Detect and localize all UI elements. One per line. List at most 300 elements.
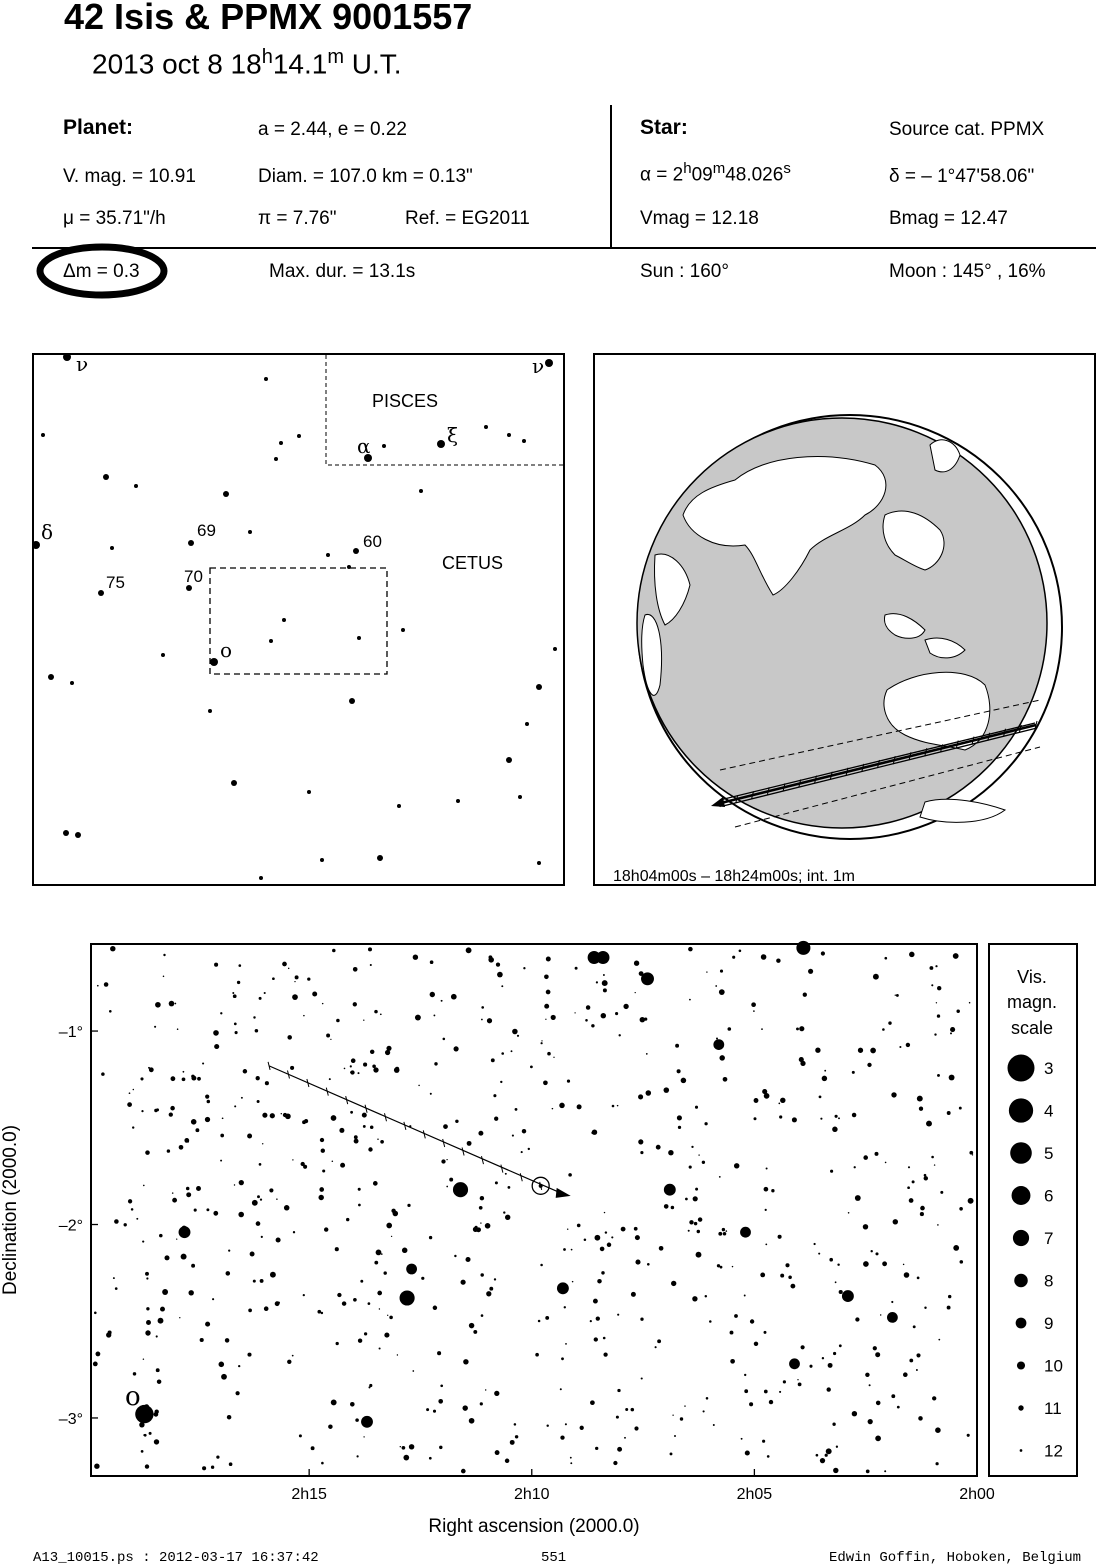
field-star (234, 1023, 237, 1026)
field-star (449, 1178, 453, 1182)
field-star (612, 1105, 615, 1108)
field-star (517, 1035, 519, 1037)
field-star (363, 1125, 366, 1128)
field-star (896, 994, 899, 997)
field-star (631, 1292, 636, 1297)
field-star (617, 1105, 619, 1107)
field-star (384, 1333, 389, 1338)
alpha-h: h (683, 160, 692, 177)
field-star (402, 1248, 408, 1254)
field-star (790, 1284, 795, 1289)
field-star (835, 1281, 837, 1283)
field-star (113, 1277, 115, 1279)
field-star (670, 1452, 673, 1455)
field-star (917, 1277, 920, 1280)
field-star (611, 1236, 613, 1238)
field-star (373, 1067, 378, 1072)
field-star (959, 1207, 963, 1211)
field-star (696, 1252, 702, 1258)
field-star (248, 1309, 252, 1313)
field-star (479, 1206, 483, 1210)
footer-file: A13_10015.ps : 2012-03-17 16:37:42 (33, 1550, 319, 1566)
field-star (255, 1029, 259, 1033)
field-star (909, 952, 915, 958)
star-heading: Star: (640, 116, 688, 139)
field-star (182, 1077, 186, 1081)
field-star (672, 1415, 673, 1416)
field-star (238, 1212, 244, 1218)
field-star (485, 1389, 486, 1390)
bright-star (713, 1039, 724, 1050)
field-star (418, 1085, 420, 1087)
field-star (916, 1369, 918, 1371)
field-star (575, 967, 578, 970)
field-star (370, 1050, 374, 1054)
field-star (319, 1187, 324, 1192)
field-star (689, 999, 691, 1001)
field-star (260, 1198, 262, 1200)
field-star (252, 1200, 258, 1206)
field-star (157, 1379, 162, 1384)
field-star (381, 1253, 383, 1255)
field-star (920, 1212, 924, 1216)
field-star (295, 975, 299, 979)
field-star (485, 1223, 491, 1229)
omicron-label: ο (220, 638, 233, 662)
field-star (433, 1410, 436, 1413)
field-star (571, 1249, 573, 1251)
finder-star (63, 355, 71, 361)
field-star (486, 1291, 491, 1296)
field-star (546, 957, 551, 962)
finder-star (506, 757, 512, 763)
field-star (764, 1390, 768, 1394)
delta-label: δ (41, 520, 54, 544)
field-star (815, 1048, 820, 1053)
field-star (363, 1020, 364, 1021)
field-star (429, 1457, 432, 1460)
field-star (222, 1117, 224, 1119)
field-star (379, 1347, 381, 1349)
field-star (603, 1337, 606, 1340)
finder-star (210, 658, 218, 666)
field-star (863, 1155, 868, 1160)
field-star (145, 1150, 150, 1155)
field-star (591, 1024, 594, 1027)
field-star (434, 1062, 437, 1065)
field-star (353, 1298, 357, 1302)
field-star (358, 1204, 361, 1207)
field-star (489, 955, 493, 959)
field-star (154, 1439, 159, 1444)
x-axis-label: Right ascension (2000.0) (428, 1516, 640, 1537)
bright-star (179, 1226, 191, 1238)
field-star (832, 1127, 837, 1132)
field-star (909, 1359, 913, 1363)
field-star (873, 1346, 877, 1350)
finder-star (419, 489, 423, 493)
field-star (744, 1295, 746, 1297)
field-star (473, 1227, 478, 1232)
field-star (776, 958, 780, 962)
field-star (363, 1436, 364, 1437)
field-star (685, 1198, 688, 1201)
field-star (162, 1289, 168, 1295)
field-star (462, 1405, 467, 1410)
field-star (115, 1287, 118, 1290)
field-star (577, 1224, 581, 1228)
field-star (234, 1105, 236, 1107)
field-star (214, 963, 218, 967)
field-star (678, 1126, 681, 1129)
field-star (336, 1019, 340, 1023)
field-star (833, 1352, 836, 1355)
field-star (940, 1191, 943, 1194)
field-star (852, 1113, 857, 1118)
field-star (386, 1223, 392, 1229)
field-star (101, 1072, 105, 1076)
field-star (350, 1071, 352, 1073)
field-star (403, 1455, 409, 1461)
star-delta: δ = – 1°47'58.06" (889, 166, 1035, 187)
legend-dot (1017, 1361, 1025, 1369)
field-star (511, 1050, 513, 1052)
field-star (577, 1104, 582, 1109)
field-star (754, 1098, 759, 1103)
field-star (329, 1078, 331, 1080)
alpha-sec: 48.026 (725, 164, 784, 186)
field-star (835, 1115, 838, 1118)
field-star (545, 1316, 549, 1320)
field-star (623, 1004, 628, 1009)
field-star (570, 1457, 572, 1459)
field-star (481, 1019, 483, 1021)
alpha-label: α (357, 434, 371, 458)
field-star (163, 954, 165, 956)
field-star (259, 1163, 262, 1166)
field-star (691, 1146, 693, 1148)
finder-star (75, 832, 81, 838)
field-star (546, 990, 551, 995)
field-star (780, 1098, 785, 1103)
legend-label: 12 (1044, 1441, 1063, 1461)
field-star (692, 1296, 697, 1301)
field-star (104, 982, 109, 987)
field-star (322, 1169, 325, 1172)
field-star (760, 1272, 765, 1277)
field-star (541, 1040, 542, 1041)
field-star (779, 1391, 781, 1393)
finder-star (70, 681, 74, 685)
planet-orbit: a = 2.44, e = 0.22 (258, 119, 407, 140)
field-star (186, 1187, 190, 1191)
field-star (140, 1077, 143, 1080)
field-star (495, 1450, 500, 1455)
field-star (455, 1120, 458, 1123)
field-star (331, 1399, 337, 1405)
field-star (908, 1166, 910, 1168)
alpha-min: 09 (691, 164, 713, 186)
field-star (400, 1446, 401, 1447)
field-star (220, 1134, 224, 1138)
field-star (143, 1434, 145, 1436)
field-star (744, 1374, 746, 1376)
field-star (567, 1228, 568, 1229)
field-star (171, 1076, 176, 1081)
field-star (828, 1363, 833, 1368)
field-star (380, 1013, 382, 1015)
field-star (560, 1435, 564, 1439)
field-star (312, 992, 317, 997)
field-star (441, 1000, 443, 1002)
field-star (181, 1254, 187, 1260)
field-star (523, 967, 525, 969)
field-star (553, 1057, 554, 1058)
field-star (227, 1415, 232, 1420)
field-star (461, 1280, 466, 1285)
field-star (969, 1002, 971, 1004)
finder-star (279, 441, 283, 445)
field-star (918, 1416, 923, 1421)
field-star (212, 1298, 214, 1300)
field-star (438, 1399, 443, 1404)
bright-star (588, 951, 601, 964)
field-star (322, 1003, 323, 1004)
globe-svg (595, 355, 1094, 884)
field-star (409, 1444, 414, 1449)
field-star (702, 1161, 705, 1164)
field-star (169, 1112, 173, 1116)
field-star (631, 1408, 635, 1412)
field-star (953, 953, 959, 959)
field-star (480, 1196, 484, 1200)
star-alpha (640, 160, 791, 186)
field-star (368, 1386, 370, 1388)
field-star (454, 1046, 459, 1051)
field-star (764, 1331, 767, 1334)
field-star (936, 1002, 937, 1003)
field-star (362, 1113, 367, 1118)
field-star (145, 1272, 149, 1276)
field-star (688, 947, 693, 952)
field-star (480, 1273, 483, 1276)
field-star (235, 1391, 239, 1395)
field-star (827, 1387, 831, 1391)
field-star (836, 1446, 838, 1448)
field-star (146, 1277, 148, 1279)
field-star (671, 1281, 676, 1286)
field-star (256, 1076, 260, 1080)
planet-mu: μ = 35.71"/h (63, 208, 166, 229)
finder-star (110, 546, 114, 550)
field-star (194, 1209, 197, 1212)
field-star (761, 954, 767, 960)
field-star (580, 1426, 584, 1430)
field-star (346, 1218, 349, 1221)
field-star (561, 1357, 564, 1360)
star-60-label: 60 (363, 532, 382, 551)
field-star (358, 1188, 361, 1191)
x-tick-label: 2h05 (736, 1486, 773, 1503)
field-star (505, 1215, 510, 1220)
field-star (292, 1355, 294, 1357)
ut-text: U.T. (344, 48, 402, 80)
field-star (909, 1198, 914, 1203)
field-star (353, 967, 358, 972)
field-star (342, 1301, 346, 1305)
field-star (376, 1250, 382, 1256)
field-star (603, 1352, 607, 1356)
field-star (565, 1343, 567, 1345)
field-star (657, 1339, 661, 1343)
field-star (826, 1448, 832, 1454)
field-star (788, 1276, 792, 1280)
field-star (160, 1307, 165, 1312)
field-star (929, 966, 933, 970)
field-star (93, 1362, 98, 1367)
field-star (197, 1077, 201, 1081)
field-star (430, 992, 435, 997)
field-star (143, 1185, 145, 1187)
field-star (602, 980, 608, 986)
finder-star (188, 540, 194, 546)
field-star (269, 1188, 273, 1192)
finder-star (307, 790, 311, 794)
field-star (646, 1053, 648, 1055)
field-star (145, 1464, 149, 1468)
field-star (380, 1140, 384, 1144)
field-star (172, 1198, 177, 1203)
field-star (311, 1446, 315, 1450)
y-tick-label: –1° (58, 1024, 83, 1042)
legend-title-1: Vis. (1017, 967, 1047, 987)
finder-star (377, 855, 383, 861)
field-star (494, 1278, 496, 1280)
field-star (225, 1338, 230, 1343)
field-star (912, 1180, 915, 1183)
field-star (754, 1342, 758, 1346)
field-star (875, 1152, 879, 1156)
field-star (264, 992, 266, 994)
field-star (202, 1466, 206, 1470)
field-star (656, 1145, 661, 1150)
legend-dot (1013, 1230, 1029, 1246)
field-star (354, 1139, 359, 1144)
field-star (585, 1019, 588, 1022)
table-divider-vertical (610, 105, 612, 248)
field-star (882, 1028, 885, 1031)
field-star (358, 1072, 360, 1074)
bright-star (664, 1184, 676, 1196)
field-star (617, 1447, 622, 1452)
field-star (473, 1330, 477, 1334)
field-star (934, 1033, 936, 1035)
footer-page: 551 (541, 1550, 567, 1566)
field-star (719, 1055, 724, 1060)
field-star (924, 1174, 927, 1177)
field-star (321, 1462, 324, 1465)
field-star (358, 1338, 362, 1342)
field-star (876, 1401, 881, 1406)
field-star (288, 968, 289, 969)
field-star (133, 1372, 136, 1375)
field-star (852, 1411, 857, 1416)
field-star (433, 1306, 437, 1310)
field-star (451, 994, 457, 1000)
field-star (287, 1360, 291, 1364)
field-star (487, 1018, 492, 1023)
field-star (538, 1320, 541, 1323)
field-star (824, 1070, 826, 1072)
field-star (294, 981, 295, 982)
finder-star (41, 433, 45, 437)
field-star (723, 1232, 727, 1236)
field-star (480, 1222, 481, 1223)
field-star (94, 1312, 97, 1315)
x-tick-label: 2h10 (513, 1486, 550, 1503)
field-star (164, 1255, 169, 1260)
field-star (888, 1021, 891, 1024)
finder-star (34, 541, 40, 549)
field-star (332, 949, 336, 953)
field-star (698, 1154, 699, 1155)
field-star (158, 1318, 164, 1324)
field-star (715, 985, 717, 987)
omicron-chart-label: ο (125, 1382, 141, 1412)
field-star (356, 1455, 358, 1457)
field-star (809, 1365, 812, 1368)
field-star (257, 1100, 260, 1103)
field-star (402, 1446, 406, 1450)
page-title: 42 Isis & PPMX 9001557 (64, 0, 473, 37)
field-star (821, 951, 825, 955)
field-star (226, 1271, 231, 1276)
field-star (220, 1160, 222, 1162)
field-star (443, 1124, 448, 1129)
field-star (156, 1335, 158, 1337)
legend-dot (1008, 1055, 1035, 1082)
field-star (494, 1117, 498, 1121)
field-star (234, 1184, 235, 1185)
y-tick-label: –3° (58, 1410, 83, 1428)
field-star (321, 1149, 325, 1153)
bright-star (453, 1182, 468, 1197)
field-star (250, 1252, 255, 1257)
field-star (131, 1208, 134, 1211)
field-star (739, 949, 742, 952)
field-star (276, 1237, 281, 1242)
field-star (412, 1370, 414, 1372)
field-star (496, 962, 500, 966)
legend-label: 3 (1044, 1059, 1054, 1078)
field-star (855, 1195, 861, 1201)
field-star (754, 1117, 757, 1120)
field-star (238, 1365, 240, 1367)
field-star (413, 954, 418, 959)
field-star (785, 1263, 789, 1267)
field-star (287, 1035, 292, 1040)
field-star (183, 1071, 185, 1073)
field-star (574, 1012, 575, 1013)
field-star (530, 1066, 533, 1069)
field-star (875, 1352, 880, 1357)
field-star (216, 1455, 219, 1458)
field-star (200, 1338, 204, 1342)
field-star (904, 1272, 910, 1278)
field-star (465, 1257, 470, 1262)
field-star (935, 965, 937, 967)
legend-title-2: magn. (1006, 992, 1058, 1012)
